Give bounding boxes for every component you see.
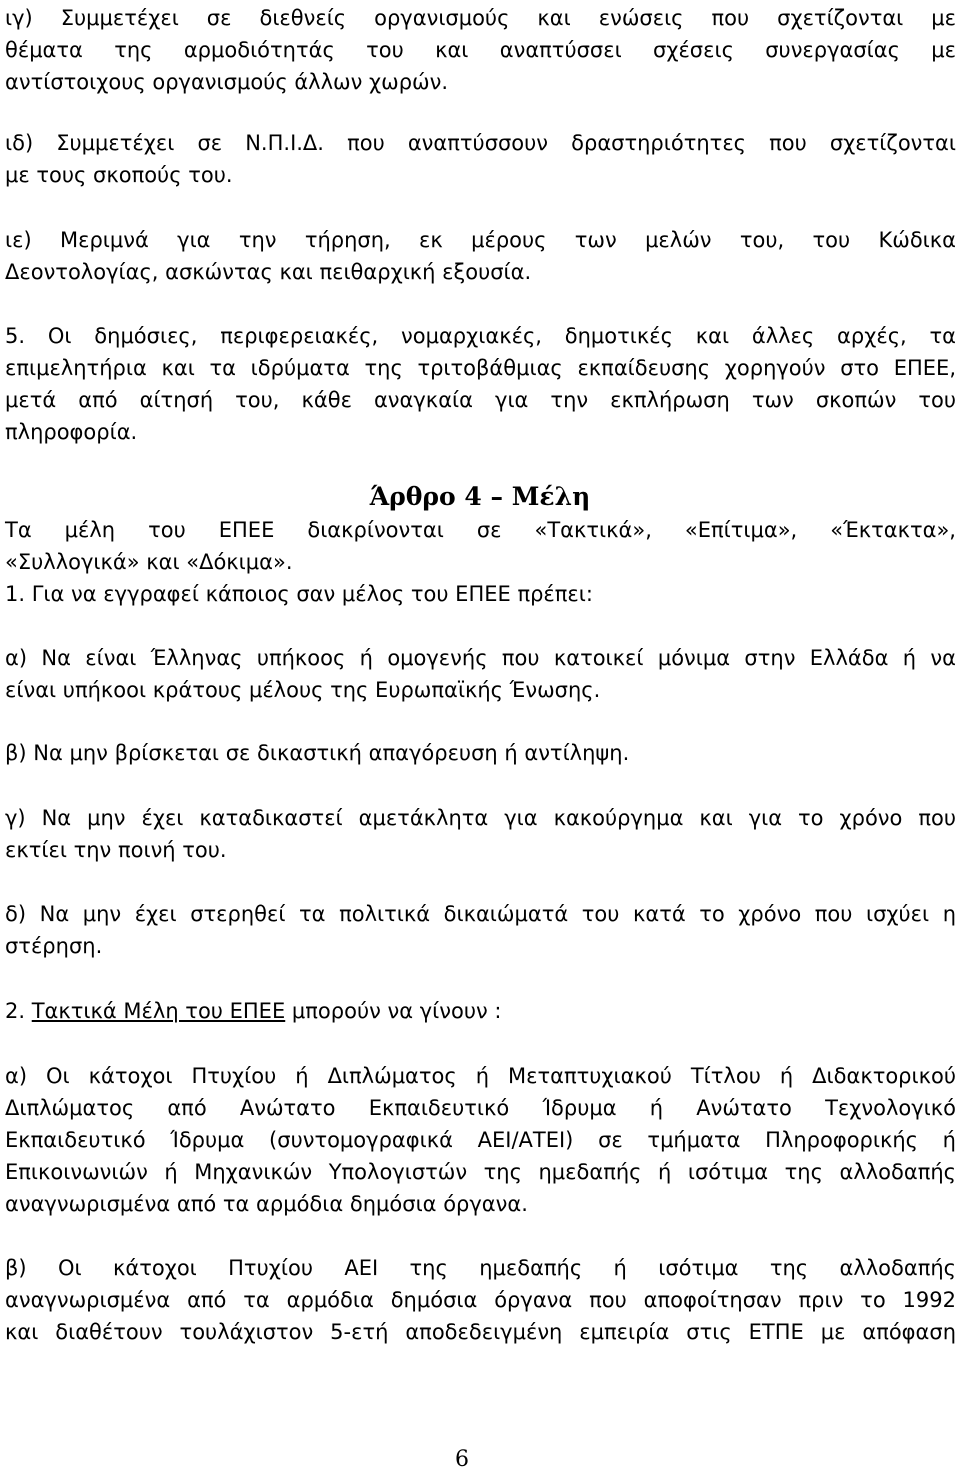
paragraph-id-line: με τους σκοπούς του. [5,163,233,187]
regular-a-line: Εκπαιδευτικό Ίδρυμα (συντομογραφικά ΑΕΙ/ΑΤΕΙ) σε τμήματα Πληροφορικής ή [5,1128,956,1152]
paragraph-2-rest: μπορούν να γίνουν : [291,999,502,1023]
requirement-c-line: εκτίει την ποινή του. [5,838,227,862]
registration-intro: 1. Για να εγγραφεί κάποιος σαν μέλος του ΕΠΕΕ πρέπει: [5,582,593,606]
regular-b-line: και διαθέτουν τουλάχιστον 5-ετή αποδεδειγμένη εμπειρία στις ΕΤΠΕ με απόφαση [5,1320,956,1344]
members-paragraph-line: Τα μέλη του ΕΠΕΕ διακρίνονται σε «Τακτικά», «Επίτιμα», «Έκτακτα», [5,518,956,542]
regular-b-line: β) Οι κάτοχοι Πτυχίου ΑΕΙ της ημεδαπής ή ισότιμα της αλλοδαπής [5,1256,956,1280]
page-number: 6 [455,1447,469,1472]
article-heading: Άρθρο 4 – Μέλη [369,482,591,511]
requirement-d-line: στέρηση. [5,934,103,958]
paragraph-id-line: ιδ) Συμμετέχει σε Ν.Π.Ι.Δ. που αναπτύσσουν δραστηριότητες που σχετίζονται [5,131,956,155]
regular-a-line: Επικοινωνιών ή Μηχανικών Υπολογιστών της ημεδαπής ή ισότιμα της αλλοδαπής [5,1160,956,1184]
paragraph-ig-line: αντίστοιχους οργανισμούς άλλων χωρών. [5,70,449,94]
requirement-d-line: δ) Να μην έχει στερηθεί τα πολιτικά δικαιώματά του κατά το χρόνο που ισχύει η [5,902,956,926]
paragraph-ie-line: ιε) Μεριμνά για την τήρηση, εκ μέρους των μελών του, του Κώδικα [5,228,956,252]
regular-a-line: α) Οι κάτοχοι Πτυχίου ή Διπλώματος ή Μεταπτυχιακού Τίτλου ή Διδακτορικού [5,1064,956,1088]
paragraph-ie-line: Δεοντολογίας, ασκώντας και πειθαρχική εξουσία. [5,260,532,284]
regular-members-label: Τακτικά Μέλη του ΕΠΕΕ [31,999,286,1023]
paragraph-ig-line: ιγ) Συμμετέχει σε διεθνείς οργανισμούς και ενώσεις που σχετίζονται με [5,6,956,30]
regular-a-line: αναγνωρισμένα από τα αρμόδια δημόσια όργανα. [5,1192,528,1216]
paragraph-5-line: πληροφορία. [5,420,138,444]
requirement-a-line: είναι υπήκοοι κράτους μέλους της Ευρωπαϊκής Ένωσης. [5,678,601,702]
members-paragraph-line: «Συλλογικά» και «Δόκιμα». [5,550,293,574]
paragraph-2-number: 2. [5,999,26,1023]
paragraph-2-heading [5,995,956,1027]
paragraph-5-line: επιμελητήρια και τα ιδρύματα της τριτοβάθμιας εκπαίδευσης χορηγούν στο ΕΠΕΕ, [5,356,956,380]
requirement-a-line: α) Να είναι Έλληνας υπήκοος ή ομογενής που κατοικεί μόνιμα στην Ελλάδα ή να [5,646,956,670]
paragraph-5-line: 5. Οι δημόσιες, περιφερειακές, νομαρχιακές, δημοτικές και άλλες αρχές, τα [5,324,956,348]
regular-b-line: αναγνωρισμένα από τα αρμόδια δημόσια όργανα που αποφοίτησαν πριν το 1992 [5,1288,956,1312]
requirement-b-line: β) Να μην βρίσκεται σε δικαστική απαγόρευση ή αντίληψη. [5,741,630,765]
regular-a-line: Διπλώματος από Ανώτατο Εκπαιδευτικό Ίδρυμα ή Ανώτατο Τεχνολογικό [5,1096,956,1120]
requirement-c-line: γ) Να μην έχει καταδικαστεί αμετάκλητα για κακούργημα και για το χρόνο που [5,806,956,830]
paragraph-5-line: μετά από αίτησή του, κάθε αναγκαία για την εκπλήρωση των σκοπών του [5,388,956,412]
paragraph-ig-line: θέματα της αρμοδιότητάς του και αναπτύσσει σχέσεις συνεργασίας με [5,38,956,62]
